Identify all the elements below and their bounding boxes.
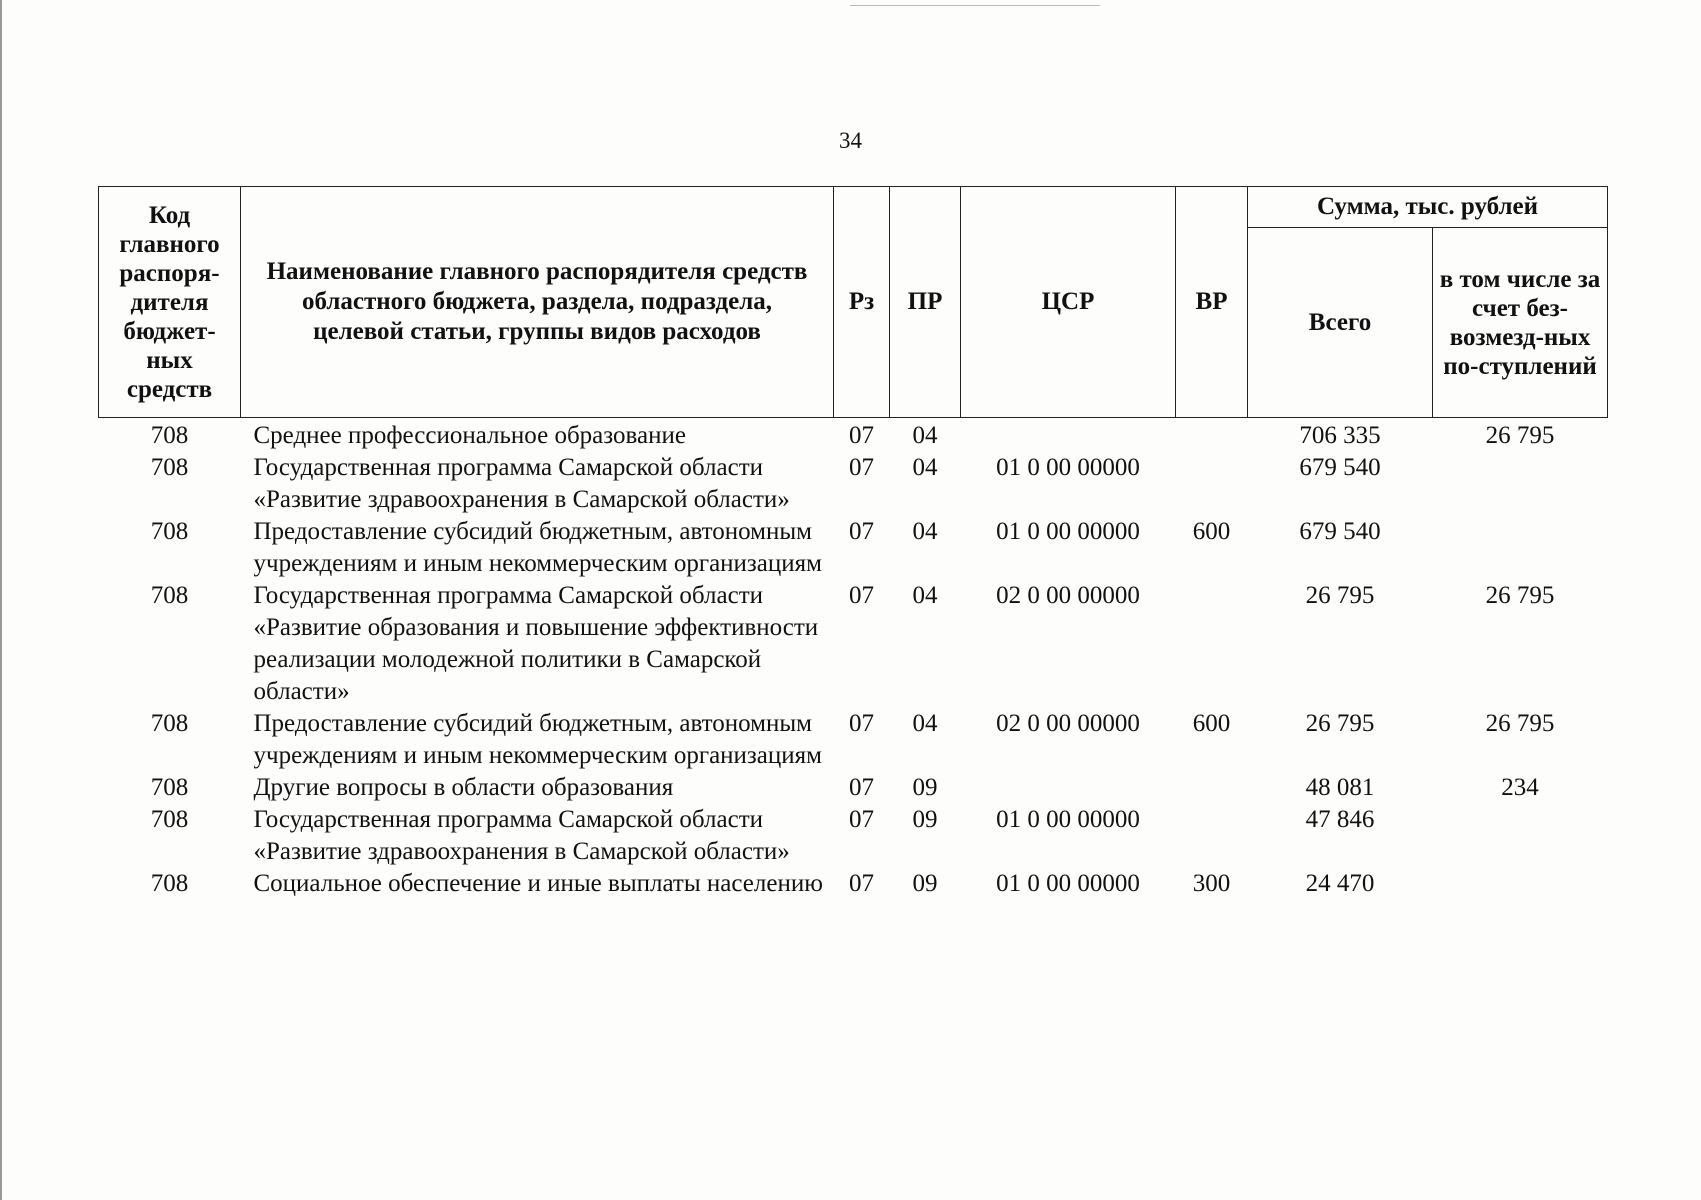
row-total: 679 540 bbox=[1299, 454, 1381, 481]
row-csr: 02 0 00 00000 bbox=[996, 710, 1140, 737]
row-total: 24 470 bbox=[1305, 870, 1375, 897]
scan-edge bbox=[0, 0, 2, 1200]
table-row bbox=[99, 452, 1608, 516]
header-sum: Сумма, тыс. рублей bbox=[1248, 187, 1608, 228]
row-code: 708 bbox=[150, 710, 189, 737]
row-code: 708 bbox=[150, 774, 189, 801]
row-rz: 07 bbox=[849, 454, 874, 481]
table-body bbox=[99, 418, 1608, 901]
row-total: 679 540 bbox=[1299, 518, 1381, 545]
table-row bbox=[99, 772, 1608, 804]
row-incl: 26 795 bbox=[1485, 710, 1555, 737]
row-rz: 07 bbox=[849, 518, 874, 545]
row-pr: 04 bbox=[912, 454, 938, 481]
row-code: 708 bbox=[150, 454, 189, 481]
row-rz: 07 bbox=[849, 422, 874, 449]
row-name: Государственная программа Самарской области «Развитие образования и повышение эффективности реализации молодежной политики в Самарской области» bbox=[253, 582, 819, 705]
row-csr bbox=[961, 772, 1176, 804]
row-pr: 09 bbox=[912, 774, 938, 801]
page-number: 34 bbox=[839, 128, 862, 153]
row-rz: 07 bbox=[849, 870, 874, 897]
row-total: 47 846 bbox=[1305, 806, 1375, 833]
row-code: 708 bbox=[150, 422, 189, 449]
row-vr bbox=[1176, 772, 1248, 804]
header-total: Всего bbox=[1248, 228, 1433, 418]
row-vr: 300 bbox=[1192, 870, 1231, 897]
table-row bbox=[99, 580, 1608, 708]
row-code: 708 bbox=[150, 518, 189, 545]
row-vr: 600 bbox=[1192, 518, 1231, 545]
row-rz: 07 bbox=[849, 710, 874, 737]
row-vr bbox=[1176, 452, 1248, 516]
table-row bbox=[99, 868, 1608, 900]
row-csr bbox=[961, 418, 1176, 453]
row-code: 708 bbox=[150, 870, 189, 897]
header-code: Код главного распоря-дителя бюджет-ных средств bbox=[99, 187, 241, 418]
row-pr: 04 bbox=[912, 710, 938, 737]
scan-artifact bbox=[850, 5, 1100, 6]
row-csr: 01 0 00 00000 bbox=[996, 518, 1140, 545]
row-csr: 02 0 00 00000 bbox=[996, 582, 1140, 609]
row-vr: 600 bbox=[1192, 710, 1231, 737]
table-row bbox=[99, 418, 1608, 453]
row-incl: 26 795 bbox=[1485, 582, 1555, 609]
header-vr: ВР bbox=[1176, 187, 1248, 418]
header-pr: ПР bbox=[890, 187, 961, 418]
row-total: 48 081 bbox=[1305, 774, 1375, 801]
row-pr: 04 bbox=[912, 582, 938, 609]
header-rz: Рз bbox=[834, 187, 890, 418]
row-incl bbox=[1433, 804, 1608, 868]
row-total: 26 795 bbox=[1305, 710, 1375, 737]
row-csr: 01 0 00 00000 bbox=[996, 870, 1140, 897]
table-row bbox=[99, 708, 1608, 772]
row-vr bbox=[1176, 804, 1248, 868]
row-name: Социальное обеспечение и иные выплаты населению bbox=[253, 870, 823, 897]
row-incl: 234 bbox=[1501, 774, 1539, 801]
row-rz: 07 bbox=[849, 582, 874, 609]
row-pr: 04 bbox=[912, 518, 938, 545]
row-csr: 01 0 00 00000 bbox=[996, 806, 1140, 833]
row-name: Государственная программа Самарской области «Развитие здравоохранения в Самарской области» bbox=[253, 806, 790, 865]
row-incl bbox=[1433, 868, 1608, 900]
row-pr: 09 bbox=[912, 870, 938, 897]
header-csr: ЦСР bbox=[961, 187, 1176, 418]
row-csr: 01 0 00 00000 bbox=[996, 454, 1140, 481]
row-rz: 07 bbox=[849, 806, 874, 833]
table-row bbox=[99, 804, 1608, 868]
table-row bbox=[99, 516, 1608, 580]
row-incl bbox=[1433, 452, 1608, 516]
row-name: Предоставление субсидий бюджетным, автономным учреждениям и иным некоммерческим организациям bbox=[253, 710, 822, 769]
row-rz: 07 bbox=[849, 774, 874, 801]
row-total: 26 795 bbox=[1305, 582, 1375, 609]
row-incl bbox=[1433, 516, 1608, 580]
row-name: Другие вопросы в области образования bbox=[253, 774, 674, 801]
table-header bbox=[99, 187, 1608, 418]
row-incl: 26 795 bbox=[1485, 422, 1555, 449]
row-code: 708 bbox=[150, 806, 189, 833]
header-name: Наименование главного распорядителя средств областного бюджета, раздела, подраздела, целевой статьи, группы видов расходов bbox=[241, 187, 834, 418]
row-name: Предоставление субсидий бюджетным, автономным учреждениям и иным некоммерческим организациям bbox=[253, 518, 822, 577]
row-vr bbox=[1176, 418, 1248, 453]
row-total: 706 335 bbox=[1299, 422, 1381, 449]
budget-table bbox=[98, 186, 1608, 900]
row-pr: 09 bbox=[912, 806, 938, 833]
row-code: 708 bbox=[150, 582, 189, 609]
row-name: Среднее профессиональное образование bbox=[253, 422, 686, 449]
row-name: Государственная программа Самарской области «Развитие здравоохранения в Самарской области» bbox=[253, 454, 790, 513]
row-vr bbox=[1176, 580, 1248, 708]
row-pr: 04 bbox=[912, 422, 938, 449]
header-incl: в том числе за счет без-возмезд-ных по-ступлений bbox=[1433, 228, 1608, 418]
